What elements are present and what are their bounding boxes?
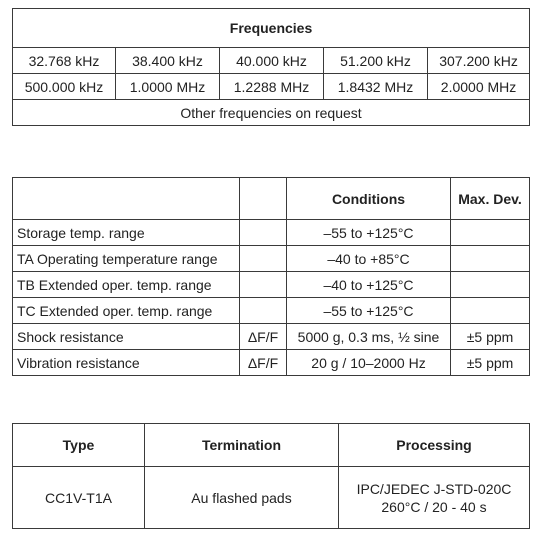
frequency-cell: 32.768 kHz	[13, 48, 116, 74]
parameter-max-dev: ±5 ppm	[451, 324, 530, 350]
header-type: Type	[13, 424, 145, 467]
parameter-symbol: ΔF/F	[240, 350, 287, 376]
frequency-cell: 38.400 kHz	[116, 48, 220, 74]
parameter-max-dev	[451, 298, 530, 324]
parameter-symbol	[240, 298, 287, 324]
parameter-name: Storage temp. range	[13, 220, 240, 246]
frequency-cell: 1.2288 MHz	[220, 74, 324, 100]
processing-value	[339, 467, 530, 529]
processing-line-2: 260°C / 20 - 40 s	[381, 498, 487, 515]
parameter-condition: –40 to +125°C	[287, 272, 451, 298]
parameter-max-dev	[451, 272, 530, 298]
parameter-name: TB Extended oper. temp. range	[13, 272, 240, 298]
parameter-condition: –40 to +85°C	[287, 246, 451, 272]
header-processing: Processing	[339, 424, 530, 467]
header-max-dev: Max. Dev.	[451, 178, 530, 220]
header-blank-symbol	[240, 178, 287, 220]
parameter-symbol	[240, 246, 287, 272]
parameter-condition: –55 to +125°C	[287, 298, 451, 324]
frequency-cell: 1.8432 MHz	[324, 74, 428, 100]
table-row	[13, 324, 530, 350]
table-row	[13, 350, 530, 376]
table-row	[13, 272, 530, 298]
header-conditions: Conditions	[287, 178, 451, 220]
frequencies-table	[12, 8, 530, 126]
parameter-name: TA Operating temperature range	[13, 246, 240, 272]
header-blank-name	[13, 178, 240, 220]
header-termination: Termination	[145, 424, 339, 467]
frequency-cell: 40.000 kHz	[220, 48, 324, 74]
frequencies-footer: Other frequencies on request	[13, 100, 530, 126]
frequencies-title: Frequencies	[13, 9, 530, 48]
parameter-condition: 5000 g, 0.3 ms, ½ sine	[287, 324, 451, 350]
table-row	[13, 298, 530, 324]
parameter-name: Shock resistance	[13, 324, 240, 350]
parameter-max-dev	[451, 246, 530, 272]
type-value: CC1V-T1A	[13, 467, 145, 529]
frequency-cell: 307.200 kHz	[428, 48, 530, 74]
table-row	[13, 246, 530, 272]
parameter-symbol	[240, 272, 287, 298]
parameter-max-dev	[451, 220, 530, 246]
parameter-symbol	[240, 220, 287, 246]
frequency-cell: 1.0000 MHz	[116, 74, 220, 100]
table-row	[13, 220, 530, 246]
table-row	[13, 74, 530, 100]
frequency-cell: 51.200 kHz	[324, 48, 428, 74]
parameter-name: TC Extended oper. temp. range	[13, 298, 240, 324]
table-row	[13, 48, 530, 74]
parameter-name: Vibration resistance	[13, 350, 240, 376]
frequency-cell: 500.000 kHz	[13, 74, 116, 100]
processing-line-1: IPC/JEDEC J-STD-020C	[356, 480, 512, 497]
parameter-condition: 20 g / 10–2000 Hz	[287, 350, 451, 376]
table-row	[13, 467, 530, 529]
frequency-cell: 2.0000 MHz	[428, 74, 530, 100]
conditions-table	[12, 177, 530, 376]
parameter-condition: –55 to +125°C	[287, 220, 451, 246]
parameter-max-dev: ±5 ppm	[451, 350, 530, 376]
termination-value: Au flashed pads	[145, 467, 339, 529]
processing-table	[12, 423, 530, 529]
parameter-symbol: ΔF/F	[240, 324, 287, 350]
